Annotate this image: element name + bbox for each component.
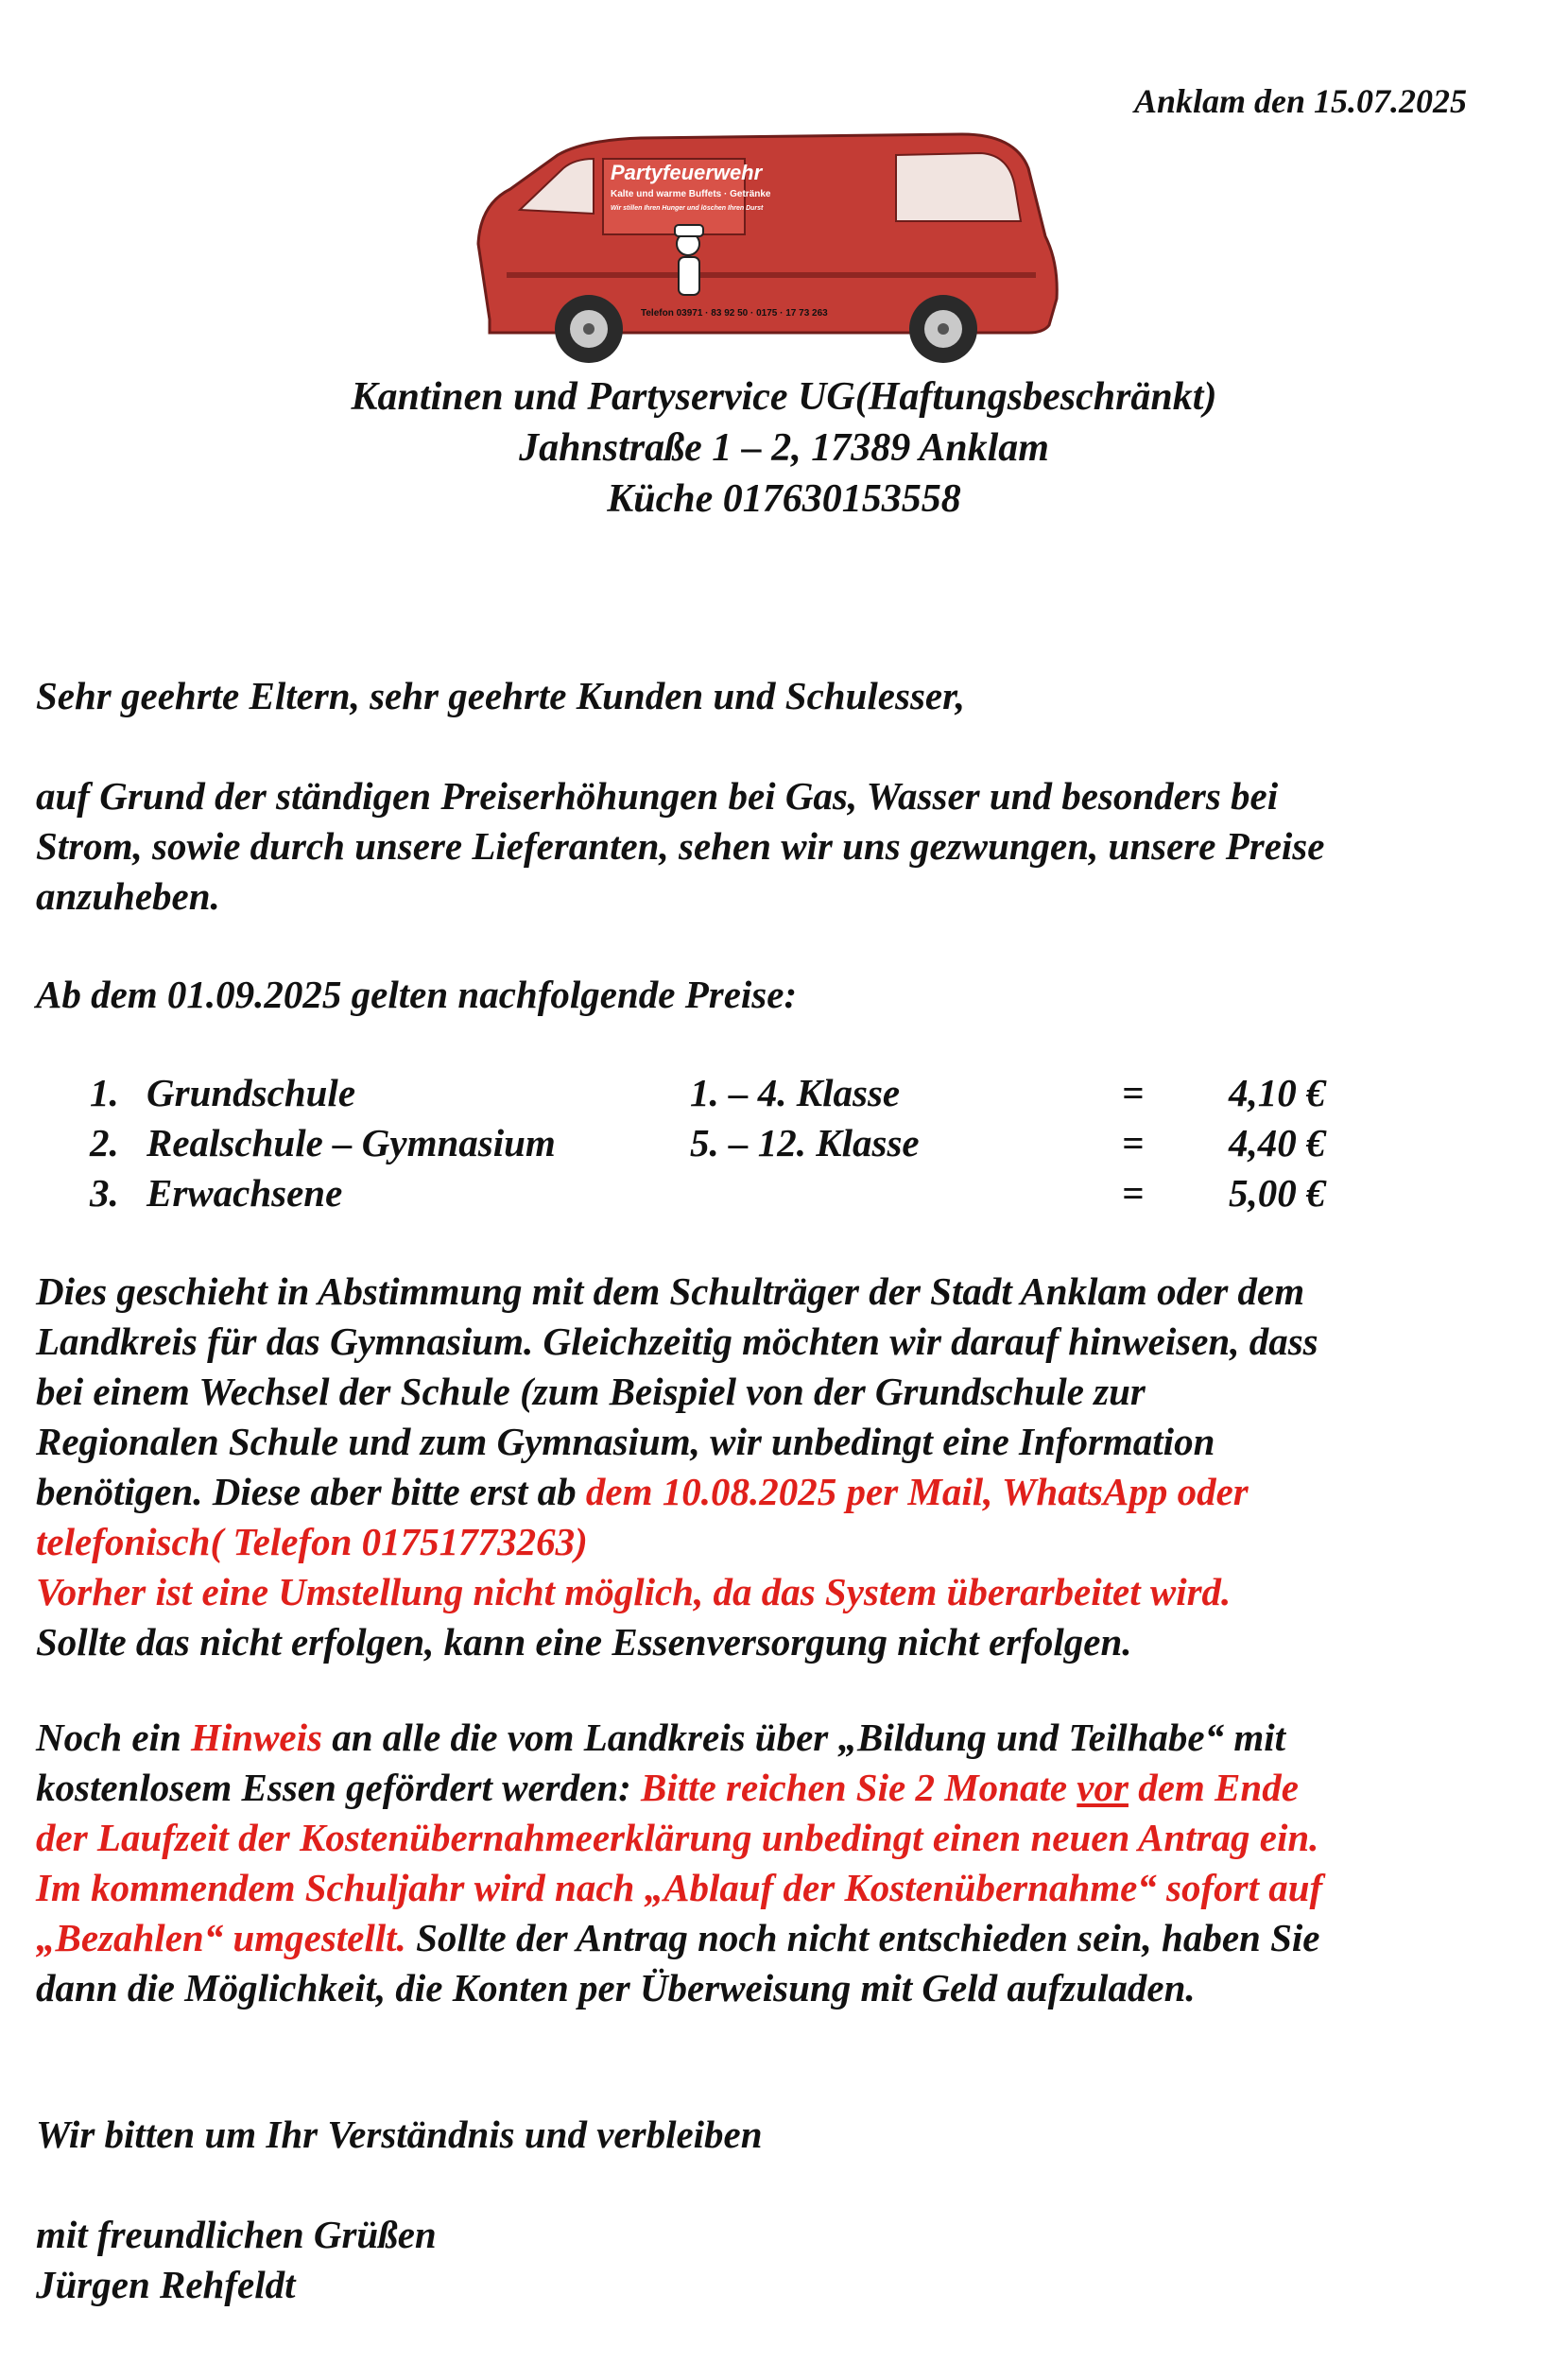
price-row-class: 5. – 12. Klasse bbox=[690, 1121, 920, 1164]
van-tagline: Wir stillen Ihren Hunger und löschen Ihren Durst bbox=[611, 205, 764, 212]
text-run: benötigen. Diese aber bitte erst ab bbox=[36, 1470, 586, 1513]
highlight-line: Im kommendem Schuljahr wird nach „Ablauf der Kostenübernahme“ sofort auf bbox=[36, 1866, 1323, 1909]
van-rear-wheel-icon bbox=[909, 295, 977, 363]
highlight-text: Bitte reichen Sie 2 Monate bbox=[641, 1766, 1077, 1809]
van-phone: Telefon 03971 · 83 92 50 · 0175 · 17 73 263 bbox=[641, 308, 828, 319]
price-row-price: 5,00 € bbox=[1229, 1171, 1326, 1215]
price-row-equals: = bbox=[1122, 1121, 1145, 1164]
intro-line: auf Grund der ständigen Preiserhöhungen bei Gas, Wasser und besonders bei bbox=[36, 774, 1279, 818]
text-run: an alle die vom Landkreis über „Bildung und Teilhabe“ mit bbox=[321, 1716, 1286, 1759]
paragraph-line: Dies geschieht in Abstimmung mit dem Schulträger der Stadt Anklam oder dem bbox=[36, 1269, 1305, 1313]
van-slogan: Kalte und warme Buffets · Getränke bbox=[611, 189, 771, 199]
agreement-paragraph bbox=[36, 1267, 1548, 1667]
paragraph-line bbox=[36, 1713, 1548, 1763]
price-row-number: 3. bbox=[90, 1171, 119, 1215]
signature-name: Jürgen Rehfeldt bbox=[36, 2263, 296, 2306]
price-row-price: 4,40 € bbox=[1229, 1121, 1326, 1164]
highlight-line: der Laufzeit der Kostenübernahmeerklärung unbedingt einen neuen Antrag ein. bbox=[36, 1816, 1319, 1859]
highlight-line: Vorher ist eine Umstellung nicht möglich, da das System überarbeitet wird. bbox=[36, 1570, 1232, 1613]
cook-figure-icon bbox=[675, 225, 703, 295]
paragraph-line bbox=[36, 1913, 1548, 1963]
paragraph-line: Landkreis für das Gymnasium. Gleichzeitig möchten wir darauf hinweisen, dass bbox=[36, 1319, 1318, 1363]
price-row-name: Grundschule bbox=[146, 1071, 356, 1114]
paragraph-line bbox=[36, 1763, 1548, 1813]
greeting: Sehr geehrte Eltern, sehr geehrte Kunden und Schulesser, bbox=[36, 674, 966, 717]
intro-line: Strom, sowie durch unsere Lieferanten, sehen wir uns gezwungen, unsere Preise bbox=[36, 824, 1325, 868]
highlight-line: telefonisch( Telefon 01751773263) bbox=[36, 1520, 588, 1563]
price-row-name: Erwachsene bbox=[146, 1171, 343, 1215]
text-run: kostenlosem Essen gefördert werden: bbox=[36, 1766, 642, 1809]
closing-line: Wir bitten um Ihr Verständnis und verbleiben bbox=[36, 2113, 763, 2156]
regards-block bbox=[36, 2210, 1548, 2310]
price-row bbox=[90, 1168, 1413, 1218]
text-run: Sollte der Antrag noch nicht entschieden sein, haben Sie bbox=[405, 1916, 1320, 1959]
notice-paragraph bbox=[36, 1713, 1548, 2013]
letter-date: Anklam den 15.07.2025 bbox=[1133, 82, 1467, 120]
highlight-text: Hinweis bbox=[191, 1716, 322, 1759]
paragraph-line: Sollte das nicht erfolgen, kann eine Essenversorgung nicht erfolgen. bbox=[36, 1620, 1132, 1664]
kitchen-phone: Küche 017630153558 bbox=[607, 477, 961, 521]
price-row-price: 4,10 € bbox=[1229, 1071, 1326, 1114]
paragraph-line bbox=[36, 1467, 1548, 1517]
regards-text: mit freundlichen Grüßen bbox=[36, 2213, 437, 2256]
price-row-equals: = bbox=[1122, 1071, 1145, 1114]
price-row-number: 1. bbox=[90, 1071, 119, 1114]
highlight-text: dem Ende bbox=[1128, 1766, 1299, 1809]
company-van-logo bbox=[452, 130, 1066, 376]
text-run: Noch ein bbox=[36, 1716, 191, 1759]
underlined-highlight-text: vor bbox=[1077, 1766, 1129, 1809]
paragraph-line: Regionalen Schule und zum Gymnasium, wir unbedingt eine Information bbox=[36, 1420, 1215, 1463]
price-row-number: 2. bbox=[90, 1121, 119, 1164]
van-brand: Partyfeuerwehr bbox=[611, 161, 763, 184]
highlight-text: „Bezahlen“ umgestellt. bbox=[36, 1916, 406, 1959]
company-name: Kantinen und Partyservice UG(Haftungsbeschränkt) bbox=[351, 375, 1217, 419]
intro-paragraph bbox=[36, 771, 1548, 922]
highlight-text: dem 10.08.2025 per Mail, WhatsApp oder bbox=[585, 1470, 1249, 1513]
van-front-wheel-icon bbox=[555, 295, 623, 363]
price-row bbox=[90, 1118, 1413, 1168]
intro-line: anzuheben. bbox=[36, 874, 220, 918]
price-row bbox=[90, 1068, 1413, 1118]
price-row-equals: = bbox=[1122, 1171, 1145, 1215]
paragraph-line: dann die Möglichkeit, die Konten per Überweisung mit Geld aufzuladen. bbox=[36, 1966, 1196, 2009]
prices-intro: Ab dem 01.09.2025 gelten nachfolgende Preise: bbox=[36, 973, 798, 1016]
price-row-name: Realschule – Gymnasium bbox=[146, 1121, 556, 1164]
paragraph-line: bei einem Wechsel der Schule (zum Beispiel von der Grundschule zur bbox=[36, 1370, 1146, 1413]
company-address: Jahnstraße 1 – 2, 17389 Anklam bbox=[519, 426, 1049, 470]
price-row-class: 1. – 4. Klasse bbox=[690, 1071, 901, 1114]
letterhead bbox=[0, 371, 1568, 525]
price-list bbox=[90, 1068, 1413, 1218]
